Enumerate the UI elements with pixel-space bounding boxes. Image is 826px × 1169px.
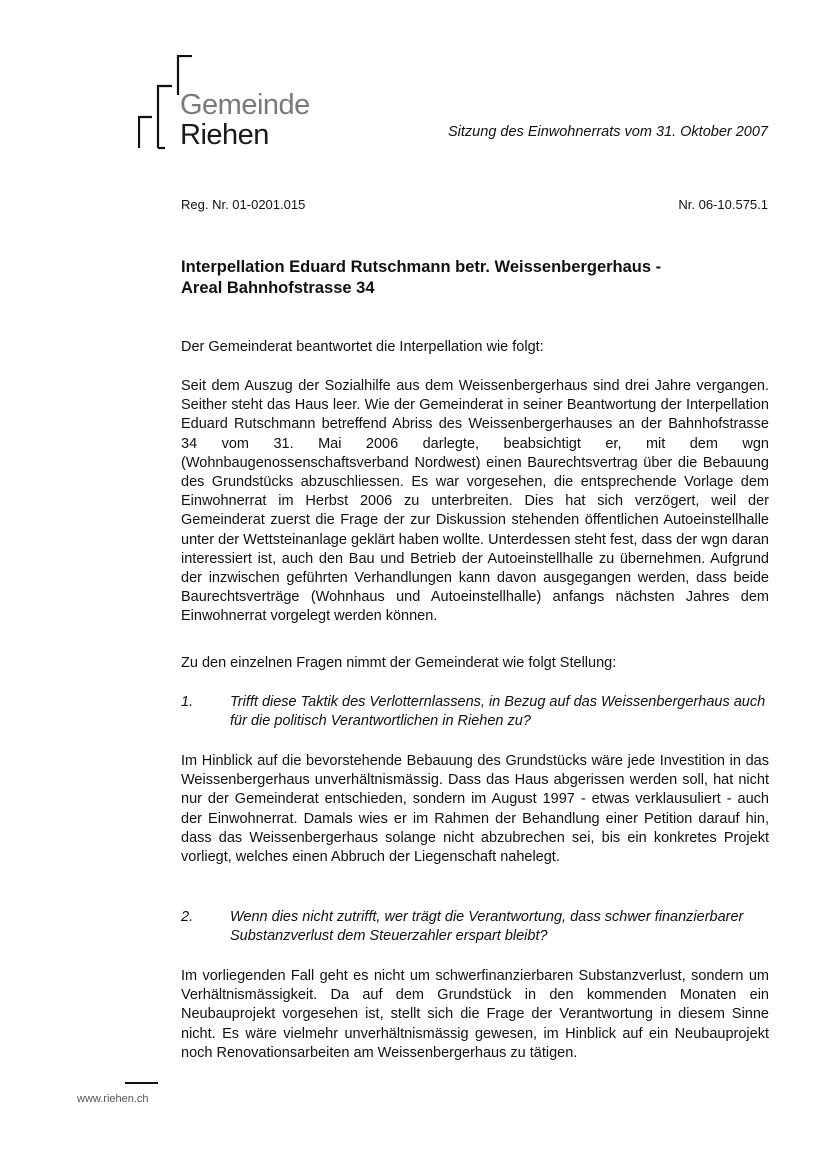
document-title (181, 257, 771, 299)
question-1-number: 1. (181, 694, 194, 710)
title-line-1: Interpellation Eduard Rutschmann betr. Weissenbergerhaus - (181, 258, 662, 276)
questions-intro: Zu den einzelnen Fragen nimmt der Gemeinderat wie folgt Stellung: (181, 655, 617, 671)
footer-divider (125, 1082, 158, 1084)
intro-paragraph: Der Gemeinderat beantwortet die Interpellation wie folgt: (181, 339, 544, 355)
footer-website: www.riehen.ch (77, 1093, 149, 1105)
question-2-text: Wenn dies nicht zutrifft, wer trägt die Verantwortung, dass schwer finanzierbarer Substanzverlust dem Steuerzahler erspart bleibt? (230, 909, 744, 945)
registration-number: Reg. Nr. 01-0201.015 (181, 197, 306, 212)
main-paragraph: Seit dem Auszug der Sozialhilfe aus dem Weissenbergerhaus sind drei Jahre vergangen. Seither steht das Haus leer. Wie der Gemeinderat in seiner Beantwortung der Interpellation Eduard Rutschmann betreffend Abriss des Weissenbergerhauses an der Bahnhofstrasse 34 vom 31. Mai 2006 darlegte, beabsichtigt er, mit dem wgn (Wohnbaugenossenschaftsverband Nordwest) einen Baurechtsvertrag über die Bebauung des Grundstücks abzuschliessen. Es war vorgesehen, die entsprechende Vorlage dem Einwohnerrat im Herbst 2006 zu unterbreiten. Dies hat sich verzögert, weil der Gemeinderat zuerst die Frage der zur Diskussion stehenden öffentlichen Autoeinstellhalle unter der Wettsteinanlage geklärt haben wollte. Unterdessen steht fest, dass der wgn daran interessiert ist, auch den Bau und Betrieb der Autoeinstellhalle zu übernehmen. Aufgrund der inzwischen geführten Verhandlungen kann davon ausgegangen werden, dass beide Baurechtsverträge (Wohnhaus und Autoeinstellhalle) anfangs nächsten Jahres dem Einwohnerrat vorgelegt werden können. (181, 378, 769, 625)
session-date: Sitzung des Einwohnerrats vom 31. Oktober 2007 (448, 124, 768, 140)
gemeinde-riehen-logo (138, 55, 328, 150)
logo-gemeinde-text: Gemeinde (180, 89, 310, 121)
answer-2: Im vorliegenden Fall geht es nicht um schwerfinanzierbaren Substanzverlust, sondern um Verhältnismässigkeit. Da auf dem Grundstück in den kommenden Monaten ein Neubauprojekt vorgesehen ist, stellt sich die Frage der Verantwortung in diesem Sinne nicht. Es wäre vielmehr unverhältnismässig gewesen, im Hinblick auf ein Neubauprojekt noch Renovationsarbeiten am Weissenbergerhaus zu tätigen. (181, 968, 769, 1061)
answer-1: Im Hinblick auf die bevorstehende Bebauung des Grundstücks wäre jede Investition in das Weissenbergerhaus unverhältnismässig. Dass das Haus abgerissen werden soll, hat nicht nur der Gemeinderat entschieden, sondern im August 1997 - etwas verklausuliert - auch der Einwohnerrat. Damals wies er im Rahmen der Behandlung einer Petition darauf hin, dass das Weissenbergerhaus solange nicht abzubrechen sei, bis ein konkretes Projekt vorliegt, welches einen Abbruch der Liegenschaft nahelegt. (181, 753, 769, 866)
question-2 (181, 908, 769, 946)
question-1-text: Trifft diese Taktik des Verlotternlassens, in Bezug auf das Weissenbergerhaus auch für die politisch Verantwortlichen in Riehen zu? (230, 694, 766, 730)
document-number: Nr. 06-10.575.1 (678, 197, 768, 212)
title-line-2: Areal Bahnhofstrasse 34 (181, 279, 375, 297)
logo-riehen-text: Riehen (180, 119, 269, 151)
question-1 (181, 693, 769, 731)
question-2-number: 2. (181, 909, 194, 925)
